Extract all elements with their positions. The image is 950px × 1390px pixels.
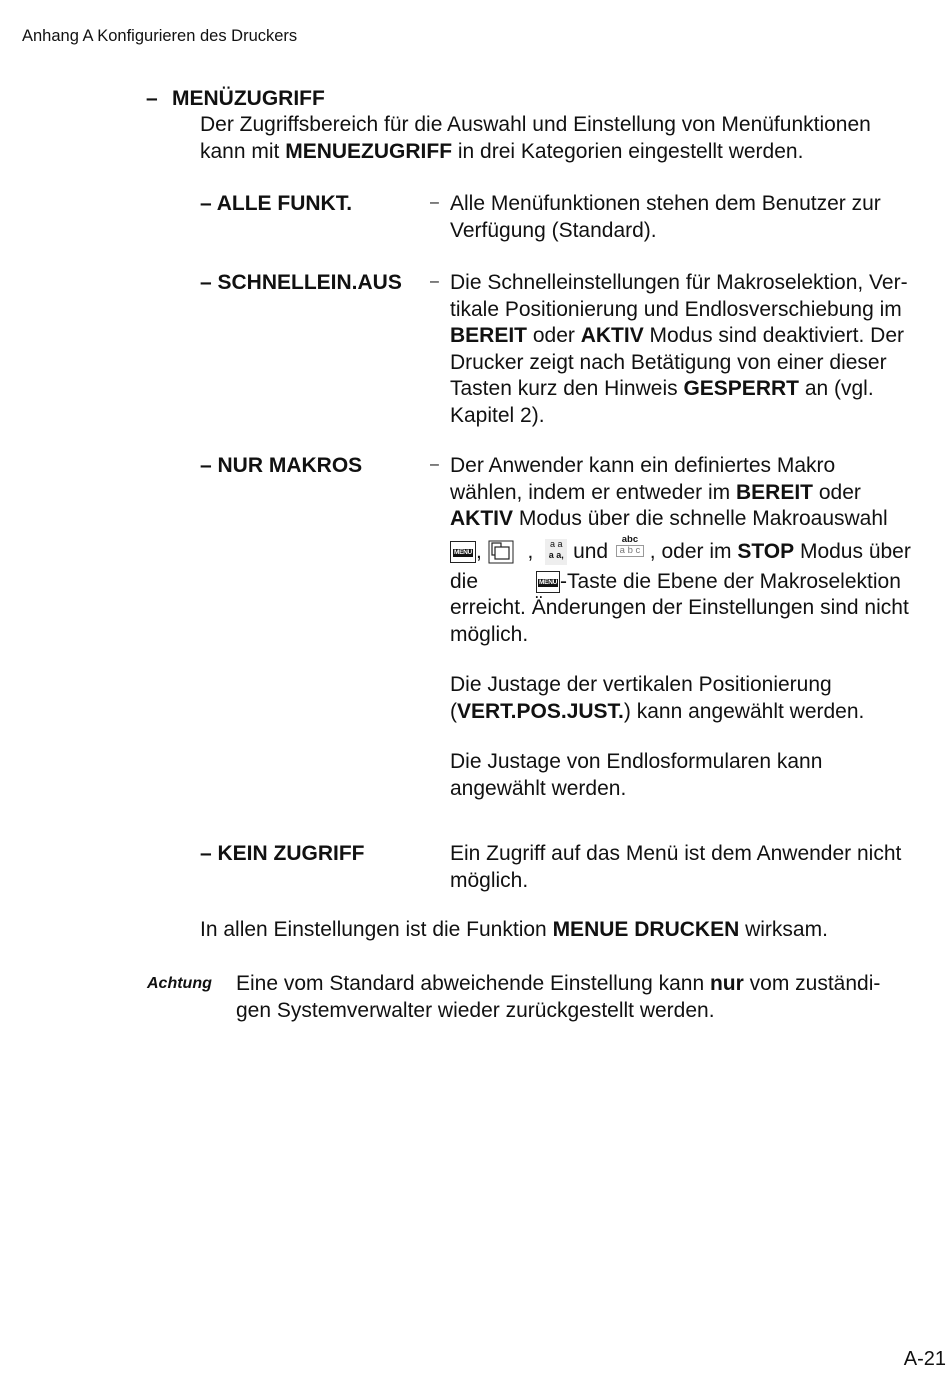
menu-key-icon: MENU — [536, 571, 560, 593]
intro-keyword: MENUEZUGRIFF — [285, 140, 453, 163]
intro-text-end: in drei Kategorien eingestellt werden. — [452, 140, 804, 163]
desc-text: oder — [527, 324, 581, 347]
option-label-schnellein-aus: – SCHNELLEIN.AUS — [200, 271, 402, 294]
keyword-nur: nur — [709, 972, 744, 995]
desc-line: möglich. — [450, 868, 529, 892]
desc-text: oder — [813, 480, 861, 504]
achtung-line: gen Systemverwalter wieder zurückgestellt werden. — [236, 998, 715, 1022]
text-und: und — [573, 539, 609, 563]
footer-text-end: wirksam. — [739, 918, 828, 941]
desc-line: erreicht. Änderungen der Einstellungen sind nicht — [450, 596, 909, 619]
keyword-menue-drucken: MENUE DRUCKEN — [552, 918, 740, 941]
intro-line-2 — [200, 139, 803, 166]
desc-line: Die Schnelleinstellungen für Makroselektion, Ver- — [450, 271, 908, 294]
desc-line: Kapitel 2). — [450, 403, 545, 427]
running-header: Anhang A Konfigurieren des Druckers — [22, 27, 298, 45]
option-dash: – — [430, 456, 439, 473]
desc-text: Tasten kurz den Hinweis — [450, 377, 684, 400]
keyword-vert-pos-just: VERT.POS.JUST. — [457, 699, 624, 723]
desc-line — [450, 506, 950, 533]
desc-line: Die Justage von Endlosformularen kann — [450, 750, 823, 773]
desc-line: Drucker zeigt nach Betätigung von einer dieser — [450, 350, 887, 374]
keyword-gesperrt: GESPERRT — [683, 377, 799, 400]
desc-line — [450, 376, 950, 403]
section-marker: – — [146, 87, 158, 110]
achtung-text-part: Eine vom Standard abweichende Einstellung kann — [236, 972, 710, 995]
desc-line — [450, 569, 950, 596]
desc-line — [450, 323, 950, 350]
desc-line: angewählt werden. — [450, 776, 627, 800]
desc-line — [450, 480, 950, 507]
menu-key-icon: MENU — [450, 541, 476, 563]
desc-text: an (vgl. — [798, 377, 874, 400]
keyword-bereit: BEREIT — [450, 324, 528, 347]
desc-text: die — [450, 569, 479, 593]
option-desc-alle-funkt — [450, 191, 950, 244]
desc-line: tikale Positionierung und Endlosverschiebung im — [450, 297, 902, 321]
desc-text: -Taste die Ebene der Makroselektion — [560, 569, 901, 593]
option-desc-kein-zugriff — [450, 841, 950, 894]
desc-line — [450, 699, 950, 726]
keyword-aktiv: AKTIV — [450, 507, 513, 530]
option-label-nur-makros: – NUR MAKROS — [200, 454, 363, 477]
section-title: MENÜZUGRIFF — [172, 87, 325, 110]
desc-text: Modus über die schnelle Makroauswahl — [513, 507, 888, 530]
desc-line: Verfügung (Standard). — [450, 218, 657, 242]
footer-note — [200, 917, 828, 944]
separator: , — [527, 539, 534, 563]
achtung-line — [236, 971, 880, 998]
achtung-text-part: vom zuständi- — [743, 972, 881, 995]
option-desc-nur-makros — [450, 453, 950, 802]
option-label-alle-funkt: – ALLE FUNKT. — [200, 192, 353, 215]
option-label-kein-zugriff: – KEIN ZUGRIFF — [200, 842, 365, 865]
keyword-aktiv: AKTIV — [580, 324, 644, 347]
page-number: A-21 — [903, 1348, 946, 1370]
desc-text: Modus über — [794, 539, 911, 563]
intro-text: kann mit — [200, 140, 286, 163]
desc-text: , oder im — [649, 539, 738, 563]
intro-line-1: Der Zugriffsbereich für die Auswahl und Einstellung von Menüfunktionen — [200, 113, 871, 136]
keyword-stop: STOP — [737, 539, 795, 563]
icon-line — [450, 533, 950, 569]
footer-text: In allen Einstellungen ist die Funktion — [200, 918, 553, 941]
desc-line: Ein Zugriff auf das Menü ist dem Anwender nicht — [450, 842, 902, 865]
keyword-bereit: BEREIT — [735, 480, 813, 504]
desc-line: Alle Menüfunktionen stehen dem Benutzer zur — [450, 192, 881, 215]
desc-text: wählen, indem er entweder im — [450, 480, 736, 504]
achtung-text — [236, 971, 880, 1024]
option-dash: – — [430, 273, 439, 290]
desc-text: ( — [450, 699, 457, 723]
pages-key-icon — [488, 540, 514, 564]
desc-text: Modus sind deaktiviert. Der — [643, 324, 904, 347]
desc-line: Der Anwender kann ein definiertes Makro — [450, 454, 836, 477]
desc-line: Die Justage der vertikalen Positionierung — [450, 673, 832, 696]
aa-key-icon: a a a a, — [545, 539, 567, 565]
achtung-label: Achtung — [147, 975, 212, 992]
desc-line: möglich. — [450, 622, 529, 646]
desc-text: ) kann angewählt werden. — [623, 699, 865, 723]
option-dash: – — [430, 194, 439, 211]
abc-key-icon: abc a b c — [616, 535, 644, 559]
separator: , — [476, 539, 482, 563]
option-desc-schnellein-aus — [450, 270, 950, 429]
